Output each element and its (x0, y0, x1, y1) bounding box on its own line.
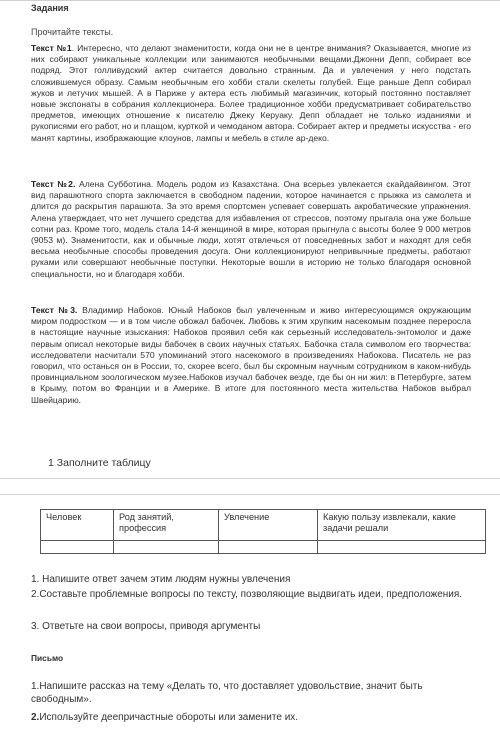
table-cell[interactable] (114, 541, 219, 554)
text-2-body: Алена Субботина. Модель родом из Казахстана. Она всерьез увлекается скайдайвингом. Этот вид парашютного спорта заключается в свободном падении, которое начинается с прыжка из самолета и длится до раскрытия парашюта. За это время спортсмен успевает совершать акробатические упражнения. Алена утверждает, что нет лучшего средства для избавления от стрессов, поэтому прыгала она уже больше сотни раз. Кроме того, модель стала 14-й женщиной в мире, которая прыгнула с высоты более 9 000 метров (9053 м). Знаменитости, как и обычные люди, хотят отвлечься от повседневных забот и находят для себя весьма необычные способы проведения досуга. Они коллекционируют непривычные предметы, работают руками или совершают необычные поступки. Некоторые вошли в историю не только благодаря основной специальности, но и благодаря хобби. (31, 179, 471, 279)
text-1-paragraph (31, 43, 471, 144)
text-2-label: Текст №2. (31, 179, 76, 189)
table-task-title: 1 Заполните таблицу (48, 457, 151, 469)
letter-task-1: 1.Напишите рассказ на тему «Делать то, что доставляет удовольствие, значит быть свободным». (31, 681, 423, 705)
table-row (41, 541, 486, 554)
table-header-row (41, 510, 486, 541)
table-cell[interactable] (318, 541, 486, 554)
text-3-body: Владимир Набоков. Юный Набоков был увлеченным и живо интересующимся окружающим миром подростком — и в том числе обожал бабочек. Любовь к этим хрупким насекомым позднее переросла в настоящие научные изыскания: Набоков проявил себя как серьезный исследователь-энтомолог и даже первым описал некоторые виды бабочек в своих научных статьях. Бабочка стала символом его творчества: исследователи насчитали 570 упоминаний этого насекомого в произведениях Набокова. Писатель не раз говорил, что останься он в России, то, скорее всего, был бы скромным научным сотрудником в каком-нибудь провинциальном зоологическом музее.Набоков изучал бабочек везде, где бы он ни жил: в Петербурге, затем в Крыму, потом во Франции и в Америке. В итоге для постоянного места жительства Набоков выбрал Швейцарию. (31, 305, 471, 405)
question-2: 2.Составьте проблемные вопросы по тексту, позволяющие выдвигать идеи, предположения. (31, 589, 463, 600)
intro-instruction: Прочитайте тексты. (31, 27, 114, 37)
letter-task-2 (31, 711, 298, 724)
text-3-paragraph (31, 305, 471, 406)
table-cell[interactable] (41, 541, 114, 554)
top-border (0, 0, 500, 1)
divider-bottom (0, 494, 500, 495)
header-person: Человек (41, 510, 114, 541)
header-benefit: Какую пользу извлекали, какие задачи решали (318, 510, 486, 541)
text-2-paragraph (31, 179, 471, 280)
question-3: 3. Ответьте на свои вопросы, приводя аргументы (31, 621, 261, 632)
letter-task-2-text: Используйте деепричастные обороты или замените их. (39, 712, 299, 723)
answer-table (40, 509, 486, 554)
text-3-label: Текст №3. (31, 305, 78, 315)
header-occupation: Род занятий, профессия (114, 510, 219, 541)
letter-task-2-number: 2. (31, 712, 40, 723)
text-1-label: Текст №1 (31, 43, 72, 53)
header-hobby: Увлечение (219, 510, 318, 541)
divider-top (0, 478, 500, 479)
question-1: 1. Напишите ответ зачем этим людям нужны увлечения (31, 574, 291, 585)
letter-section-title: Письмо (31, 653, 64, 663)
text-1-body: . Интересно, что делают знаменитости, когда они не в центре внимания? Оказывается, многие из них собирают уникальные коллекции или занимаются необычными вещами.Джонни Депп, собирает все подряд. Этот голливудский актер считается довольно странным. Да и увлечения у него подстать сложившемуся образу. Самым необычным его хобби стали скелеты голубей. Еще раньше Депп собирал жуков и летучих мышей. А в Париже у актера есть любимый магазинчик, который постоянно поставляет новые экспонаты в собрания коллекционера. Более традиционное хобби предусматривает собирательство предметов, имеющих отношение к писателю Джеку Керуаку. Депп обладает не только изданиями и рукописями его работ, но и плащом, курткой и чемоданом автора. Собирает актер и предметы искусства - его манят картины, изображающие клоунов, лампы и мебель в стиле ар-деко. (31, 43, 471, 143)
table-cell[interactable] (219, 541, 318, 554)
page-heading: Задания (31, 3, 69, 13)
